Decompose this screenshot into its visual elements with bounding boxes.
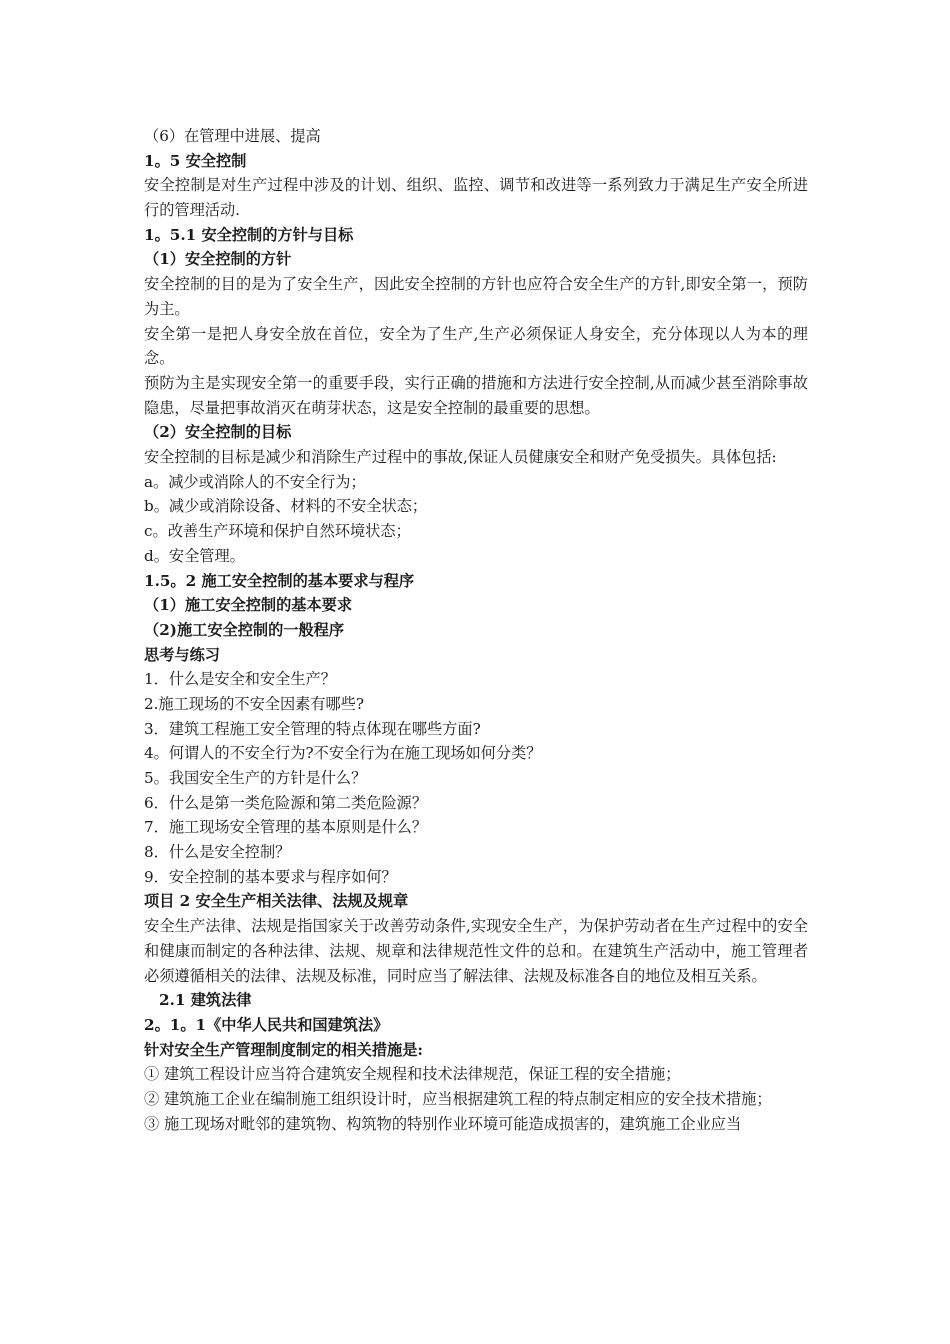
list-item-6: （6）在管理中进展、提高 — [144, 127, 321, 145]
project-2-heading: 项目 2 安全生产相关法律、法规及规章 — [144, 892, 409, 911]
subheading-target: （2）安全控制的目标 — [144, 423, 292, 442]
section-heading-2-1: 2.1 建筑法律 — [159, 991, 252, 1010]
section-heading-1-5-1: 1。5.1 安全控制的方针与目标 — [144, 225, 354, 244]
exercise-item-7: 7．施工现场安全管理的基本原则是什么？ — [144, 818, 428, 837]
measure-item-2: ② 建筑施工企业在编制施工组织设计时，应当根据建筑工程的特点制定相应的安全技术措施； — [144, 1090, 772, 1108]
paragraph-prevention: 预防为主是实现安全第一的重要手段，实行正确的措施和方法进行安全控制,从而减少甚至消除事故隐患，尽量把事故消灭在萌芽状态，这是安全控制的最重要的思想。 — [144, 373, 808, 417]
exercise-item-4: 4。何谓人的不安全行为?不安全行为在施工现场如何分类？ — [144, 744, 542, 763]
measures-heading: 针对安全生产管理制度制定的相关措施是: — [144, 1040, 423, 1059]
exercises-heading: 思考与练习 — [144, 645, 220, 664]
paragraph-safety-control-definition: 安全控制是对生产过程中涉及的计划、组织、监控、调节和改进等一系列致力于满足生产安全所进行的管理活动. — [144, 176, 808, 220]
section-heading-1-5-2: 1.5。2 施工安全控制的基本要求与程序 — [144, 571, 415, 590]
exercise-item-6: 6．什么是第一类危险源和第二类危险源？ — [144, 793, 428, 812]
exercise-item-5: 5。我国安全生产的方针是什么？ — [144, 769, 367, 788]
list-item-d: d。安全管理。 — [144, 546, 245, 565]
exercise-item-3: 3．建筑工程施工安全管理的特点体现在哪些方面? — [144, 719, 481, 738]
measure-item-1: ① 建筑工程设计应当符合建筑安全规程和技术法律规范，保证工程的安全措施； — [144, 1065, 681, 1084]
measure-item-3: ③ 施工现场对毗邻的建筑物、构筑物的特别作业环境可能造成损害的，建筑施工企业应当 — [144, 1114, 742, 1133]
list-item-a: a。减少或消除人的不安全行为； — [144, 472, 366, 491]
subheading-basic-requirements: （1）施工安全控制的基本要求 — [144, 596, 353, 615]
exercise-item-8: 8．什么是安全控制？ — [144, 843, 291, 862]
exercise-item-9: 9．安全控制的基本要求与程序如何？ — [144, 867, 397, 886]
list-item-b: b。减少或消除设备、材料的不安全状态； — [144, 497, 428, 516]
exercise-item-1: 1．什么是安全和安全生产？ — [144, 670, 336, 689]
paragraph-laws-intro: 安全生产法律、法规是指国家关于改善劳动条件,实现安全生产，为保护劳动者在生产过程中的安全和健康而制定的各种法律、法规、规章和法律规范性文件的总和。在建筑生产活动中，施工管理者必须遵循相关的法律、法规及标准，同时应当了解法律、法规及标准各自的地位及相互关系。 — [144, 917, 808, 985]
section-heading-2-1-1: 2。1。1《中华人民共和国建筑法》 — [144, 1015, 389, 1034]
document-body — [144, 124, 808, 1136]
list-item-c: c。改善生产环境和保护自然环境状态； — [144, 522, 411, 541]
paragraph-safety-first: 安全第一是把人身安全放在首位，安全为了生产,生产必须保证人身安全，充分体现以人为本的理念。 — [144, 324, 808, 368]
section-heading-1-5: 1。5 安全控制 — [144, 151, 247, 170]
subheading-policy: （1）安全控制的方针 — [144, 250, 292, 269]
exercise-item-2: 2.施工现场的不安全因素有哪些? — [144, 694, 365, 713]
subheading-general-procedure: （2)施工安全控制的一般程序 — [144, 620, 345, 639]
paragraph-target: 安全控制的目标是减少和消除生产过程中的事故,保证人员健康安全和财产免受损失。具体包括: — [144, 448, 777, 467]
paragraph-policy: 安全控制的目的是为了安全生产，因此安全控制的方针也应符合安全生产的方针,即安全第一，预防为主。 — [144, 275, 808, 318]
